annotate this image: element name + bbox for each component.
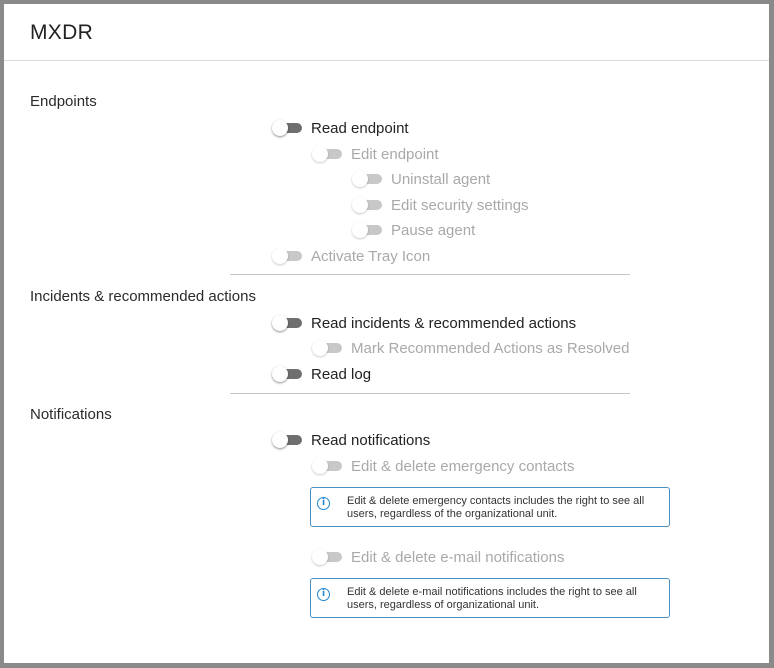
section-title-notifications: Notifications	[30, 406, 112, 423]
activate-tray-icon-label: Activate Tray Icon	[311, 247, 431, 265]
info-circle-icon: i	[317, 497, 330, 510]
edit-endpoint-label: Edit endpoint	[351, 145, 439, 163]
toggle-row-read-incidents[interactable]	[272, 312, 576, 334]
section-divider	[230, 274, 630, 275]
section-title-endpoints: Endpoints	[30, 93, 97, 110]
page-title: MXDR	[30, 21, 94, 44]
edit-emergency-contacts-toggle[interactable]	[312, 458, 342, 474]
toggle-row-read-endpoint[interactable]	[272, 117, 409, 139]
info-circle-icon: i	[317, 588, 330, 601]
uninstall-agent-label: Uninstall agent	[391, 170, 491, 188]
edit-endpoint-toggle[interactable]	[312, 146, 342, 162]
section-divider	[230, 393, 630, 394]
toggle-row-edit-security-settings[interactable]	[352, 194, 529, 216]
pause-agent-toggle[interactable]	[352, 222, 382, 238]
toggle-row-mark-resolved[interactable]	[312, 337, 629, 359]
read-notifications-label: Read notifications	[311, 431, 431, 449]
section-title-incidents: Incidents & recommended actions	[30, 288, 256, 305]
toggle-row-edit-emergency-contacts[interactable]	[312, 455, 574, 477]
toggle-row-read-notifications[interactable]	[272, 429, 430, 451]
toggle-row-activate-tray-icon[interactable]	[272, 245, 430, 267]
edit-security-settings-label: Edit security settings	[391, 196, 529, 214]
edit-emergency-contacts-label: Edit & delete emergency contacts	[351, 457, 575, 475]
edit-email-notifications-label: Edit & delete e-mail notifications	[351, 548, 565, 566]
activate-tray-icon-toggle[interactable]	[272, 248, 302, 264]
read-notifications-toggle[interactable]	[272, 432, 302, 448]
info-box-emergency-contacts	[310, 487, 670, 527]
info-text-email-notifications: Edit & delete e-mail notifications includes the right to see all users, regardless of organizational unit.	[347, 586, 637, 611]
info-box-email-notifications	[310, 578, 670, 618]
read-incidents-toggle[interactable]	[272, 315, 302, 331]
edit-security-settings-toggle[interactable]	[352, 197, 382, 213]
read-log-toggle[interactable]	[272, 366, 302, 382]
read-log-label: Read log	[311, 365, 372, 383]
uninstall-agent-toggle[interactable]	[352, 171, 382, 187]
read-endpoint-toggle[interactable]	[272, 120, 302, 136]
toggle-row-edit-email-notifications[interactable]	[312, 546, 564, 568]
toggle-row-read-log[interactable]	[272, 363, 371, 385]
page-header	[4, 4, 769, 61]
toggle-row-uninstall-agent[interactable]	[352, 168, 490, 190]
read-incidents-label: Read incidents & recommended actions	[311, 314, 577, 332]
mark-resolved-toggle[interactable]	[312, 340, 342, 356]
toggle-row-pause-agent[interactable]	[352, 219, 475, 241]
read-endpoint-label: Read endpoint	[311, 119, 409, 137]
info-text-emergency-contacts: Edit & delete emergency contacts includes the right to see all users, regardless of the organizational unit.	[347, 495, 645, 520]
toggle-row-edit-endpoint[interactable]	[312, 143, 439, 165]
edit-email-notifications-toggle[interactable]	[312, 549, 342, 565]
mark-resolved-label: Mark Recommended Actions as Resolved	[351, 339, 630, 357]
pause-agent-label: Pause agent	[391, 221, 476, 239]
